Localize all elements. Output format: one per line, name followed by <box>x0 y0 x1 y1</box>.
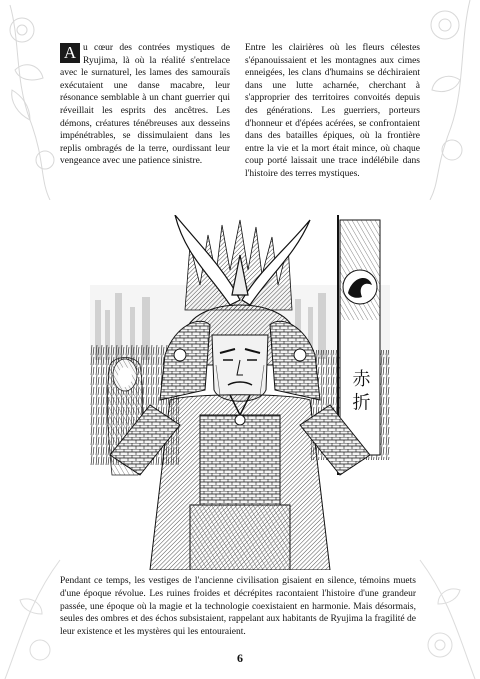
drop-cap: A <box>60 43 80 63</box>
paragraph-bottom-text: Pendant ce temps, les vestiges de l'ancienne civilisation gisaient en silence, témoins muets d'une époque révolue. Les ruines froides et décrépites racontaient l'histoire d'une grandeur passée, une époque où la magie et la technologie coexistaient en harmonie. Mais désormais, seules des ombres et des échos subsistaient, rappelant aux habitants de Ryujima la fragilité de leur existence et les mystères qui les entouraient. <box>60 576 416 638</box>
paragraph-right-text: Entre les clairières où les fleurs célestes s'épanouissaient et les montagnes aux cimes enneigées, les clans d'humains se déchiraient dans une lutte acharnée, cherchant à s'approprier des territoires convoités depuis des générations. Les guerriers, porteurs d'honneur et d'épées acérées, se confrontaient dans des batailles épiques, où la frontière entre la vie et la mort était mince, où chaque coup porté laissait une trace indélébile dans l'histoire des terres mystiques. <box>245 43 420 179</box>
text-bottom <box>60 575 416 639</box>
samurai-face <box>212 335 268 401</box>
text-column-right <box>245 42 420 181</box>
text-column-left <box>60 42 230 168</box>
page-number: 6 <box>237 651 243 665</box>
samurai-illustration <box>90 215 390 570</box>
banner-kanji: 赤 折 <box>349 369 371 411</box>
paragraph-left-text: u cœur des contrées mystiques de Ryujima, là où la réalité s'entrelace avec le surnaturel, les lames des samouraïs exécutaient une danse macabre, leur résonance semblable à un chant guerrier qui réveillait les esprits des ancêtres. Les démons, créatures ténébreuses aux desseins impénétrables, se dissimulaient dans les replis ombragés de la terre, ourdissant leur vengeance avec une patience sinistre. <box>60 43 230 167</box>
samurai-armor <box>110 395 370 570</box>
